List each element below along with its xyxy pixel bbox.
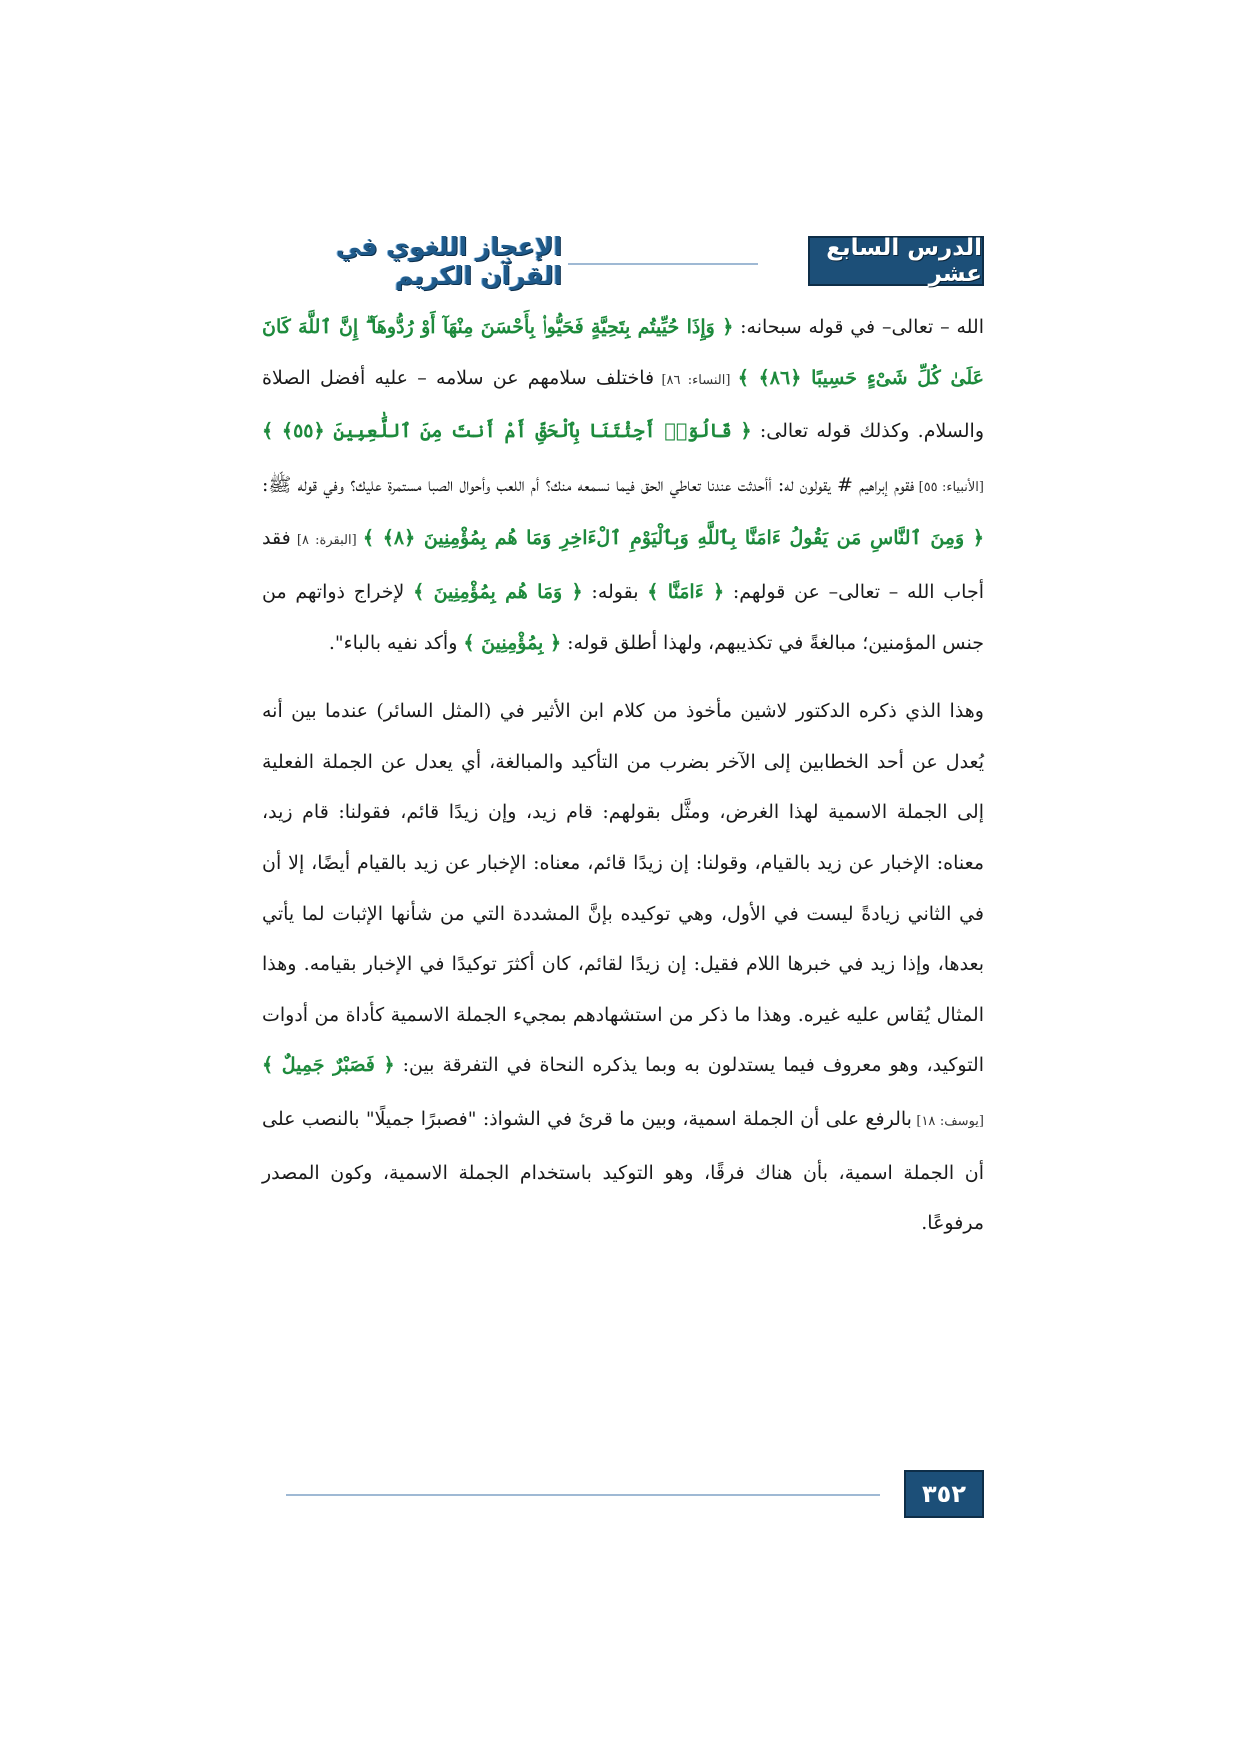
quran-verse: ﴿ قَالُوٓا۟ أَجِئْتَنَا بِٱلْحَقِّ أَمْ أَنتَ مِنَ ٱللَّٰعِبِينَ ﴿٥٥﴾ ﴾	[262, 420, 752, 443]
quran-verse: ﴿ فَصَبْرٌ جَمِيلٌ ﴾	[262, 1054, 395, 1077]
page-number-box	[904, 1470, 984, 1518]
paragraph	[262, 686, 984, 1249]
body-text: لإخراج ذواتهم من جنس المؤمنين؛ مبالغةً في تكذيبهم، ولهذا أطلق قوله:	[262, 580, 984, 654]
page-header	[262, 232, 984, 290]
verse-reference: [الأنبياء: ٥٥]	[914, 479, 984, 495]
body-text: فقوم إبراهيم # يقولون له: أأحدثت عندنا تعاطي الحق فيما نسمعه منك؟ أم اللعب وأحوال الصبا مستمرة عليك؟ وفي قوله ﷺ:	[262, 473, 915, 496]
body-text: وأكد نفيه بالباء".	[328, 631, 464, 654]
book-title: الإعجاز اللغوي في القرآن الكريم	[336, 232, 562, 290]
quran-verse: ﴿ وَمِنَ ٱلنَّاسِ مَن يَقُولُ ءَامَنَّا بِٱللَّهِ وَبِٱلْيَوْمِ ٱلْءَاخِرِ وَمَا هُم بِمُؤْمِنِينَ ﴿٨﴾ ﴾	[362, 527, 984, 550]
quran-verse: ﴿ وَمَا هُم بِمُؤْمِنِينَ ﴾	[413, 580, 583, 603]
quran-verse: ﴿ وَإِذَا حُيِّيتُم بِتَحِيَّةٍ فَحَيُّوا۟ بِأَحْسَنَ مِنْهَآ أَوْ رُدُّوهَآ ۗ إِنَّ ٱللَّهَ كَانَ عَلَىٰ كُلِّ شَىْءٍ حَسِيبًا ﴿٨٦﴾ ﴾	[262, 316, 984, 389]
paragraph	[262, 302, 984, 668]
body-text: وهذا الذي ذكره الدكتور لاشين مأخوذ من كلام ابن الأثير في (المثل السائر) عندما بين أنه يُعدل عن أحد الخطابين إلى الآخر بضرب من التأكيد والمبالغة، أي يعدل عن الجملة الفعلية إلى الجملة الاسمية لهذا الغرض، ومثَّل بقولهم: قام زيد، وإن زيدًا قائم، فقولنا: قام زيد، معناه: الإخبار عن زيد بالقيام، وقولنا: إن زيدًا قائم، معناه: الإخبار عن زيد بالقيام أيضًا، إلا أن في الثاني زيادةً ليست في الأول، وهي توكيده بإنَّ المشددة التي من شأنها الإثبات لما يأتي بعدها، وإذا زيد في خبرها اللام فقيل: إن زيدًا لقائم، كان أكثرَ توكيدًا في الإخبار بقيامه. وهذا المثال يُقاس عليه غيره. وهذا ما ذكر من استشهادهم بمجيء الجملة الاسمية كأداة من أدوات التوكيد، وهو معروف فيما يستدلون به وبما يذكره النحاة في التفرقة بين:	[262, 700, 984, 1077]
body-text: فاختلف سلامهم عن سلامه – عليه أفضل الصلاة والسلام. وكذلك قوله تعالى:	[262, 366, 984, 443]
verse-reference: [النساء: ٨٦]	[654, 372, 738, 388]
lesson-tag	[808, 236, 984, 286]
quran-verse: ﴿ ءَامَنَّا ﴾	[647, 580, 725, 603]
header-divider	[568, 263, 758, 265]
body-text: بقوله:	[582, 580, 648, 603]
lesson-label: الدرس السابع عشر	[826, 235, 982, 287]
page-number: ٣٥٢	[922, 1480, 966, 1508]
footer-divider	[286, 1494, 880, 1496]
main-text	[262, 302, 984, 1452]
verse-reference: [البقرة: ٨]	[290, 533, 363, 549]
body-text: فقد أجاب الله – تعالى– عن قولهم:	[262, 527, 984, 603]
body-text: الله – تعالى– في قوله سبحانه:	[733, 316, 984, 338]
body-text: بالرفع على أن الجملة اسمية، وبين ما قرئ في الشواذ: "فصبرًا جميلًا" بالنصب على أن الجملة اسمية، بأن هناك فرقًا، وهو التوكيد باستخدام الجملة الاسمية، وكون المصدر مرفوعًا.	[262, 1107, 984, 1235]
page-footer	[262, 1470, 984, 1518]
quran-verse: ﴿ بِمُؤْمِنِينَ ﴾	[463, 631, 562, 654]
verse-reference: [يوسف: ١٨]	[911, 1113, 984, 1129]
